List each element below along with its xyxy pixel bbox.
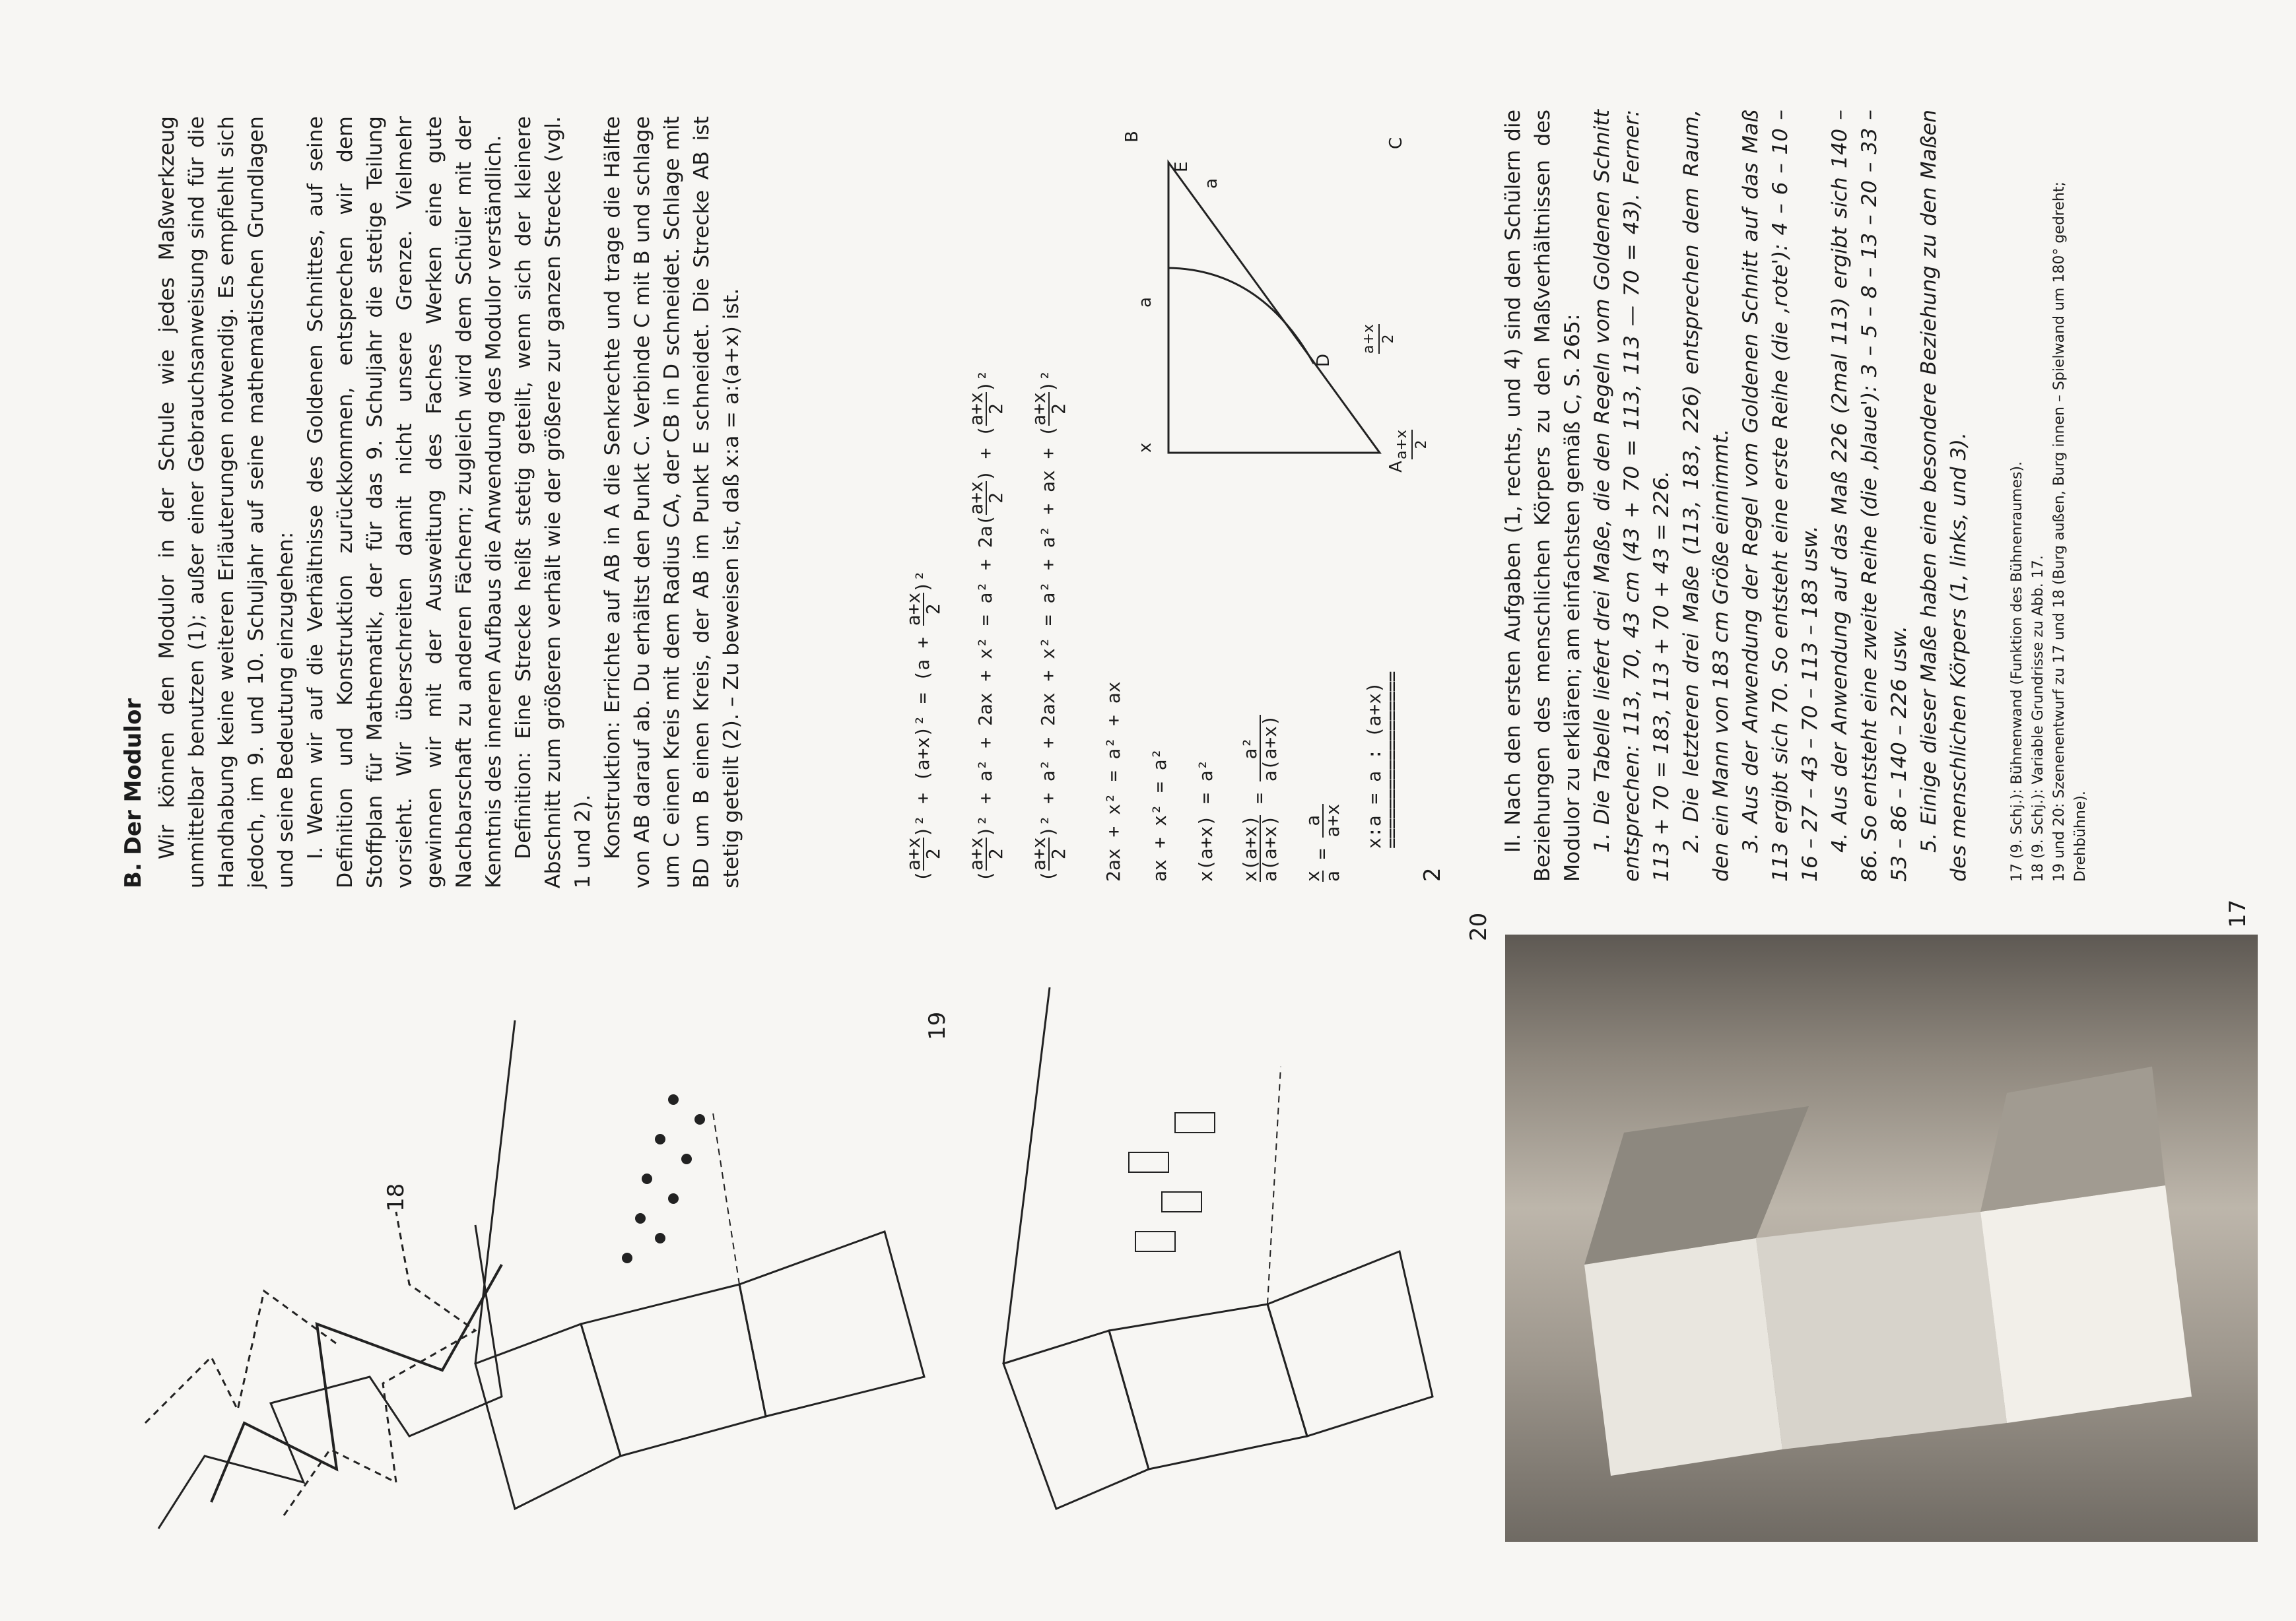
label-half-left: a+x 2	[1394, 430, 1430, 459]
figure-number-2: 2	[1419, 867, 1446, 882]
figure-number-18: 18	[383, 1183, 409, 1212]
figure-number-19: 19	[924, 1011, 951, 1040]
equation-row-4: 2ax + x² = a² + ax	[1102, 681, 1124, 882]
figure-20-stage-interior	[977, 935, 1452, 1529]
figure-17-photo	[1505, 935, 2258, 1542]
equation-row-1: ( a+x 2 )² + (a+x)² = (a + a+x 2 )²	[902, 570, 944, 882]
construction-arc	[1168, 268, 1314, 364]
figure-number-20: 20	[1466, 912, 1492, 941]
paragraph-part2-intro: II. Nach den ersten Aufgaben (1, rechts, und 4) sind den Schülern die Beziehungen des menschlichen Körpers zu den Maßverhältnissen des Modulor zu erklären; am einfachsten gemäß C, S. 265:	[1501, 110, 1584, 882]
paragraph-intro: Wir können den Modulor in der Schule wie jedes Maßwerkzeug unmittelbar benutzen (1); außer einer Gebrauchsanweisung sind für die Handhabung keine weiteren Erläuterungen notwendig. Es empfiehlt sich jedoch, im 9. und 10. Schuljahr auf seine mathematischen Grundlagen und seine Bedeutung einzugehen:	[155, 116, 298, 888]
equation-row-5: ax + x² = a²	[1149, 748, 1170, 882]
caption-19-20: 19 und 20: Szenenentwurf zu 17 und 18 (Burg außen, Burg innen – Spielwand um 180° gedreht; Drehbühne).	[2051, 182, 2089, 882]
label-A: A	[1386, 461, 1406, 473]
label-a-side: a	[1201, 178, 1221, 189]
paragraph-part2-1: 1. Die Tabelle liefert drei Maße, die den Regeln vom Goldenen Schnitt entsprechen: 113, 70, 43 cm (43 + 70 = 113, 113 — 70 = 43). Ferner: 113 + 70 = 183, 113 + 70 + 43 = 226.	[1590, 110, 1673, 882]
paragraph-part2-5: 5. Einige dieser Maße haben eine besondere Beziehung zu den Maßen des menschlichen Körpers (1, links, und 3).	[1917, 110, 1971, 882]
equation-row-6: x(a+x) = a²	[1195, 759, 1217, 882]
label-half-bottom: a+x 2	[1361, 324, 1397, 354]
section-heading: B. Der Modulor	[120, 698, 147, 888]
label-B: B	[1122, 131, 1142, 143]
equation-underline: ==================	[1381, 672, 1403, 849]
paragraph-construction: Konstruktion: Errichte auf AB in A die Senkrechte und trage die Hälfte von AB darauf ab. Du erhältst den Punkt C. Verbinde C mit B und schlage um C einen Kreis mit dem Radius CA, der CB in D schneidet. Schlage mit BD um B einen Kreis, der AB im Punkt E schneidet. Die Strecke AB ist stetig geteilt (2). – Zu beweisen ist, daß x:a = a:(a+x) ist.	[601, 116, 743, 888]
paragraph-part1: I. Wenn wir auf die Verhältnisse des Goldenen Schnittes, auf seine Definition und Konstruktion zurückkommen, entsprechen wir dem Stoffplan für Mathematik, der für das 9. Schuljahr die stetige Teilung vorsieht. Wir überschreiten damit nicht unsere Grenze. Vielmehr gewinnen wir mit der Ausweitung des Faches Werken eine gute Nachbarschaft zu anderen Fächern; zugleich wird dem Schüler mit der Kenntnis des inneren Aufbaus die Anwendung des Modulor verständlich.	[304, 116, 506, 888]
paragraph-part2-2: 2. Die letzteren drei Maße (113, 183, 226) entsprechen dem Raum, den ein Mann von 183 cm Größe einnimmt.	[1679, 110, 1733, 882]
label-a-top: a	[1135, 297, 1155, 308]
photo-model-shapes	[1505, 935, 2258, 1542]
golden-section-construction	[1109, 110, 1426, 479]
label-D: D	[1314, 353, 1334, 367]
paragraph-definition: Definition: Eine Strecke heißt stetig geteilt, wenn sich der kleinere Abschnitt zum größeren verhält wie der größere zur ganzen Strecke (vgl. 1 und 2).	[512, 116, 595, 888]
construction-triangle	[1168, 162, 1380, 453]
text-column-main	[119, 116, 747, 888]
label-C: C	[1386, 137, 1406, 149]
equation-row-3: ( a+x 2 )² + a² + 2ax + x² = a² + a² + ax + ( a+x 2 )²	[1028, 370, 1069, 882]
paragraph-part2-3: 3. Aus der Anwendung der Regel vom Goldenen Schnitt auf das Maß 113 ergibt sich 70. So entsteht eine erste Reihe (die ‚rote'): 4 – 6 – 10 – 16 – 27 – 43 – 70 – 113 – 183 usw.	[1739, 110, 1822, 882]
figure-19-stage-exterior	[462, 994, 964, 1535]
equation-row-8: x a = a a+x	[1302, 803, 1343, 882]
paragraph-part2-4: 4. Aus der Anwendung auf das Maß 226 (2mal 113) ergibt sich 140 – 86. So entsteht eine zweite Reihe (die ‚blaue'): 3 – 5 – 8 – 13 – 20 – 33 – 53 – 86 – 140 – 226 usw.	[1828, 110, 1911, 882]
equation-row-9: x:a = a : (a+x)	[1363, 682, 1385, 849]
label-x: x	[1135, 442, 1155, 453]
figure-captions	[2007, 110, 2091, 882]
equation-row-7: x(a+x) a(a+x) = a² a(a+x)	[1239, 715, 1281, 882]
figure-number-17: 17	[2225, 899, 2251, 928]
label-E: E	[1172, 161, 1192, 172]
equation-row-2: ( a+x 2 )² + a² + 2ax + x² = a² + 2a( a+x 2 ) + ( a+x 2 )²	[965, 370, 1007, 882]
caption-17: 17 (9. Schj.): Bühnenwand (Funktion des Bühnenraumes).	[2009, 461, 2025, 882]
text-column-part2	[1499, 110, 1974, 882]
caption-18: 18 (9. Schj.): Variable Grundrisse zu Abb. 17.	[2030, 555, 2046, 882]
